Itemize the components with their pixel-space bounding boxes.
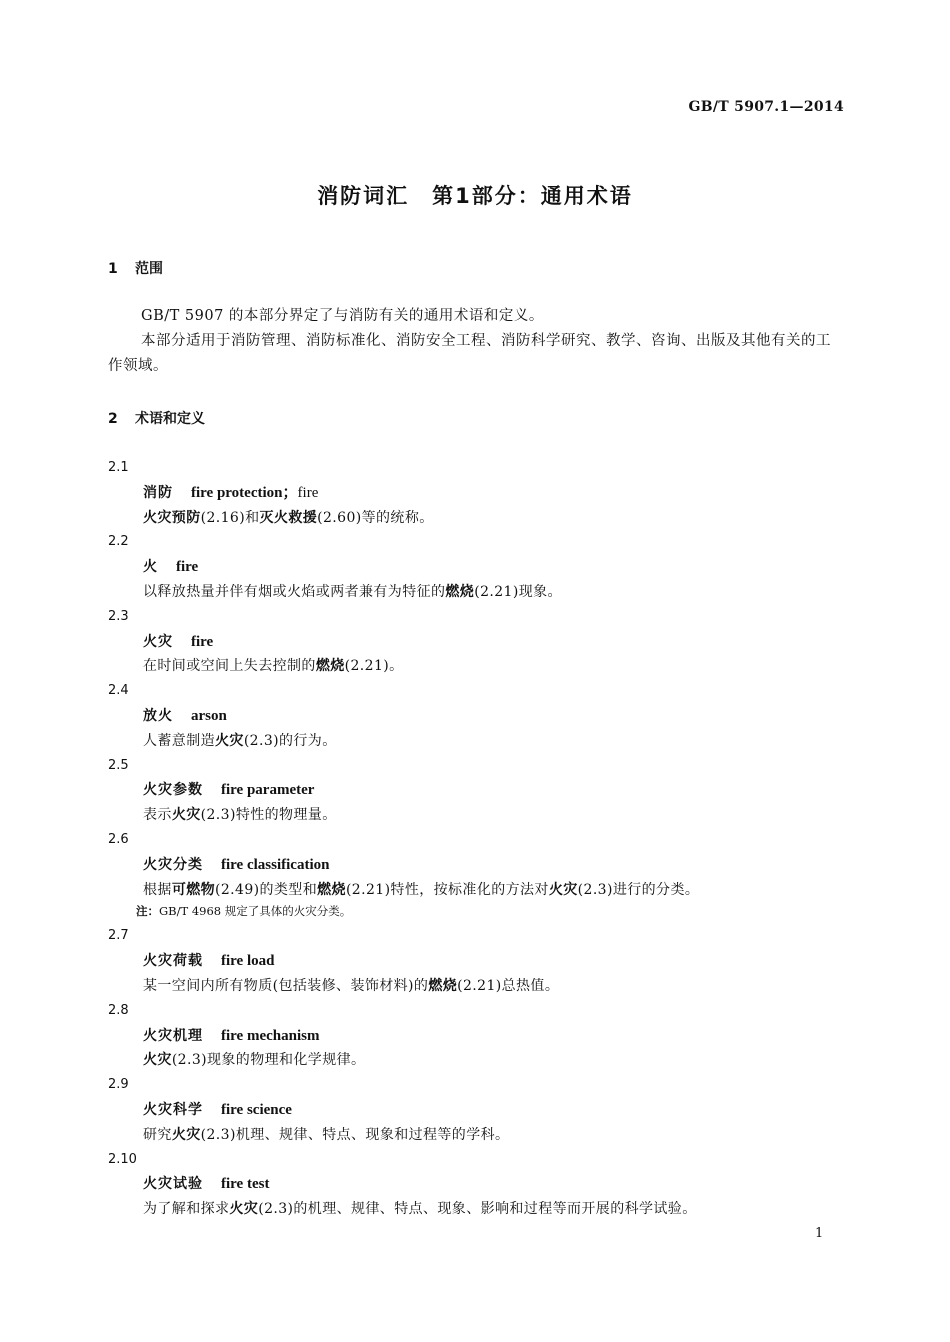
term-english: arson <box>191 707 227 724</box>
term-definition <box>143 729 848 754</box>
term-english: fire parameter <box>221 782 315 799</box>
definition-text: 某一空间内所有物质(包括装修、装饰材料)的 <box>143 977 429 994</box>
definition-text: 根据 <box>143 881 172 898</box>
term-entry <box>108 924 848 998</box>
scope-paragraph: 本部分适用于消防管理、消防标准化、消防安全工程、消防科学研究、教学、咨询、出版及其他有关的工作领域。 <box>108 333 831 374</box>
term-english: fire <box>176 559 199 576</box>
term-entry <box>108 456 848 530</box>
term-heading <box>143 1172 848 1197</box>
definition-text: (2.3)的机理、规律、特点、现象、影响和过程等而开展的科学试验。 <box>258 1201 697 1218</box>
term-entry <box>108 1148 848 1222</box>
standard-code: GB/T 5907.1—2014 <box>688 99 844 115</box>
definition-text: (2.21)。 <box>344 658 404 675</box>
definition-xref-term: 火灾 <box>215 732 244 749</box>
definition-xref-term: 火灾 <box>171 807 201 824</box>
term-english: fire classification <box>221 856 330 873</box>
definition-text: (2.3)特性的物理量。 <box>200 807 337 824</box>
definition-text: (2.3)机理、规律、特点、现象和过程等的学科。 <box>200 1126 510 1143</box>
definition-xref-term: 火灾 <box>548 881 578 898</box>
term-entries <box>108 456 848 1222</box>
term-chinese: 火灾荷载 <box>143 953 203 970</box>
term-heading <box>143 704 848 729</box>
term-chinese: 消防 <box>143 484 173 501</box>
definition-text: 为了解和探求 <box>143 1201 230 1218</box>
definition-xref-term: 火灾 <box>171 1126 201 1143</box>
term-number: 2.7 <box>108 928 129 944</box>
term-chinese: 火灾 <box>143 633 173 650</box>
term-chinese: 火灾参数 <box>143 782 203 799</box>
definition-xref-term: 燃烧 <box>315 658 345 675</box>
term-definition <box>143 974 848 999</box>
definition-text: (2.3)进行的分类。 <box>577 881 700 898</box>
term-definition <box>143 1123 848 1148</box>
term-heading <box>143 778 848 803</box>
term-chinese: 火灾分类 <box>143 856 203 873</box>
term-definition <box>143 1048 848 1073</box>
definition-xref-term: 火灾 <box>229 1201 259 1218</box>
definition-xref-term: 火灾 <box>143 1052 172 1069</box>
term-entry <box>108 530 848 604</box>
term-definition <box>143 803 848 828</box>
term-number: 2.5 <box>108 757 129 773</box>
term-number: 2.4 <box>108 683 129 699</box>
definition-text: (2.21)现象。 <box>474 583 562 600</box>
definition-xref-term: 可燃物 <box>171 881 216 898</box>
note-text: GB/T 4968 规定了具体的火灾分类。 <box>159 904 352 919</box>
definition-xref-term: 灭火救援 <box>259 509 318 526</box>
term-english: fire load <box>221 953 275 970</box>
term-chinese: 火灾试验 <box>143 1176 203 1193</box>
section-2-heading <box>108 408 205 428</box>
page-number: 1 <box>815 1226 824 1241</box>
term-chinese: 火灾机理 <box>143 1027 203 1044</box>
definition-text: 在时间或空间上失去控制的 <box>143 658 316 675</box>
term-number: 2.6 <box>108 831 129 847</box>
term-number: 2.3 <box>108 608 129 624</box>
definition-xref-term: 燃烧 <box>428 977 458 994</box>
section-1-body <box>108 304 844 379</box>
term-entry <box>108 999 848 1073</box>
definition-text: (2.21)特性，按标准化的方法对 <box>345 881 549 898</box>
definition-text: 研究 <box>143 1126 172 1143</box>
term-alternate: fire <box>297 484 319 501</box>
term-english: fire <box>191 633 214 650</box>
section-1-heading <box>108 258 163 278</box>
definition-text: (2.49)的类型和 <box>215 881 318 898</box>
term-chinese: 火灾科学 <box>143 1101 203 1118</box>
definition-text: 人蓄意制造 <box>143 732 215 749</box>
term-entry <box>108 605 848 679</box>
definition-text: (2.3)的行为。 <box>243 732 337 749</box>
definition-xref-term: 火灾预防 <box>143 509 201 526</box>
term-heading <box>143 949 848 974</box>
term-entry <box>108 828 848 924</box>
term-definition <box>143 580 848 605</box>
term-heading <box>143 853 848 878</box>
term-definition <box>143 654 848 679</box>
term-definition <box>143 878 848 903</box>
section-title: 术语和定义 <box>135 411 205 427</box>
document-title: 消防词汇 第1部分：通用术语 <box>317 184 633 208</box>
term-number: 2.10 <box>108 1151 137 1167</box>
definition-text: (2.16)和 <box>200 509 260 526</box>
definition-text: (2.3)现象的物理和化学规律。 <box>171 1052 366 1069</box>
term-english: fire science <box>221 1101 292 1118</box>
definition-text: 表示 <box>143 807 172 824</box>
term-heading <box>143 1098 848 1123</box>
term-number: 2.2 <box>108 534 129 550</box>
section-number: 2 <box>108 411 118 427</box>
term-entry <box>108 754 848 828</box>
term-number: 2.1 <box>108 460 129 475</box>
note-label: 注： <box>136 904 159 919</box>
term-number: 2.9 <box>108 1077 129 1093</box>
section-title: 范围 <box>135 261 163 277</box>
term-note <box>136 902 848 924</box>
term-heading <box>143 555 848 580</box>
term-heading <box>143 630 848 655</box>
definition-text: (2.21)总热值。 <box>457 977 560 994</box>
section-number: 1 <box>108 261 118 277</box>
term-heading <box>143 481 848 506</box>
term-entry <box>108 679 848 753</box>
term-definition <box>143 1197 848 1222</box>
term-entry <box>108 1073 848 1147</box>
term-definition <box>143 506 848 531</box>
term-separator: ； <box>282 484 298 501</box>
term-english: fire test <box>221 1176 270 1193</box>
definition-xref-term: 燃烧 <box>445 583 475 600</box>
term-chinese: 放火 <box>143 707 173 724</box>
term-heading <box>143 1024 848 1049</box>
term-chinese: 火 <box>143 559 158 576</box>
definition-text: 以释放热量并伴有烟或火焰或两者兼有为特征的 <box>143 583 446 600</box>
definition-text: (2.60)等的统称。 <box>317 509 434 526</box>
term-number: 2.8 <box>108 1002 129 1018</box>
term-english: fire protection <box>191 484 283 501</box>
definition-xref-term: 燃烧 <box>317 881 346 898</box>
term-english: fire mechanism <box>221 1027 320 1044</box>
scope-paragraph: GB/T 5907 的本部分界定了与消防有关的通用术语和定义。 <box>141 308 544 324</box>
